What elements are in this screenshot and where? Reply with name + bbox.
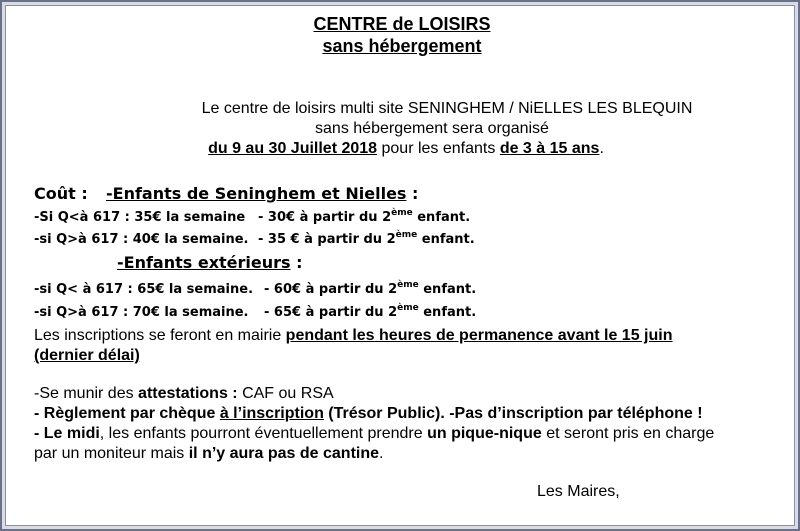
signature: Les Maires,: [537, 483, 620, 500]
rate-sup: ème: [397, 280, 419, 290]
note-bold: il n’y aura pas de cantine: [188, 445, 380, 462]
note-lunch-line-1: [34, 425, 714, 443]
rate-text: - 60€ à partir du 2: [264, 282, 398, 297]
registration-line-2: (dernier délai): [34, 347, 140, 364]
note-bold: attestations :: [138, 385, 238, 402]
intro-line-2: sans hébergement sera organisé: [315, 120, 549, 137]
group1-row-1-left: -Si Q<à 617 : 35€ la semaine: [34, 210, 246, 225]
registration-prefix: Les inscriptions se feront en mairie: [34, 327, 286, 344]
rate-text: - 35 € à partir du 2: [258, 232, 396, 247]
intro-mid: pour les enfants: [377, 140, 500, 157]
group1-row-1-right: [258, 210, 470, 225]
note-payment: [34, 405, 703, 423]
registration-deadline: pendant les heures de permanence avant le 15 juin: [285, 327, 673, 344]
note-text: , les enfants pourront éventuellement prendre: [99, 425, 428, 442]
group2-title: -Enfants extérieurs: [117, 253, 291, 272]
group2-colon: :: [290, 253, 303, 272]
intro-line-3: [2, 140, 800, 158]
note-bold: - Le midi: [34, 425, 100, 442]
note-bold: un pique-nique: [427, 425, 542, 442]
group1-row-2-left: -si Q>à 617 : 40€ la semaine.: [34, 232, 249, 247]
note-text: CAF ou RSA: [237, 385, 334, 402]
group1-row-2-right: [258, 232, 475, 247]
page-subtitle: sans hébergement: [322, 36, 482, 56]
group2-row-2-right: [264, 305, 476, 320]
ages: de 3 à 15 ans: [499, 140, 600, 157]
note-text: par un moniteur mais: [34, 445, 189, 462]
page-title: CENTRE de LOISIRS: [313, 14, 491, 34]
group2-row-2-left: -si Q>à 617 : 70€ la semaine.: [34, 305, 249, 320]
rate-tail: enfant.: [417, 232, 475, 247]
group2-heading: [117, 253, 303, 272]
note-underlined: à l’inscription: [219, 405, 324, 422]
note-text: (Trésor Public). -Pas d’inscription par téléphone !: [323, 405, 703, 422]
rate-tail: enfant.: [412, 210, 471, 225]
rate-tail: enfant.: [418, 282, 477, 297]
group1-colon: :: [406, 184, 419, 203]
note-text: et seront pris en charge: [541, 425, 715, 442]
note-lunch-line-2: [34, 445, 383, 463]
group1-title: -Enfants de Seninghem et Nielles: [106, 184, 407, 203]
cost-heading: [34, 184, 418, 203]
rate-text: - 30€ à partir du 2: [258, 210, 392, 225]
note-text: .: [379, 445, 384, 462]
registration-line-1: [34, 327, 672, 345]
rate-text: - 65€ à partir du 2: [264, 305, 398, 320]
intro-line-1: Le centre de loisirs multi site SENINGHEM / NiELLES LES BLEQUIN: [201, 100, 693, 117]
group2-row-1-left: -si Q< à 617 : 65€ la semaine.: [34, 282, 254, 297]
note-attestations: [34, 385, 334, 403]
intro-end: .: [599, 140, 604, 157]
cost-label: Coût :: [34, 184, 88, 203]
rate-sup: ème: [395, 230, 418, 240]
rate-sup: ème: [391, 208, 413, 218]
note-text: - Règlement par chèque: [34, 405, 220, 422]
dates: du 9 au 30 Juillet 2018: [208, 140, 378, 157]
rate-tail: enfant.: [418, 305, 477, 320]
rate-sup: ème: [397, 303, 419, 313]
note-text: -Se munir des: [34, 385, 139, 402]
group2-row-1-right: [264, 282, 476, 297]
